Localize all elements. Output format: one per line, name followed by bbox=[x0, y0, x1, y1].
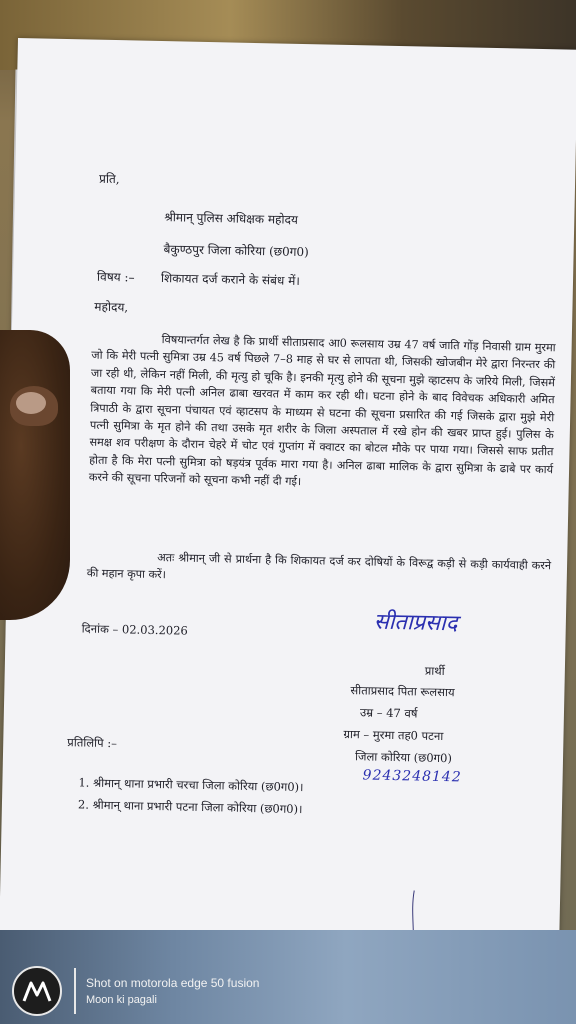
applicant-label: प्रार्थी bbox=[424, 663, 445, 679]
handwritten-signature: सीताप्रसाद bbox=[373, 609, 458, 637]
addressee-title: श्रीमान् पुलिस अधिक्षक महोदय bbox=[164, 210, 299, 227]
watermark-text bbox=[86, 976, 259, 1006]
letter-document bbox=[0, 38, 576, 980]
camera-watermark bbox=[12, 966, 259, 1016]
applicant-name: सीताप्रसाद पिता रूलसाय bbox=[350, 683, 455, 700]
subject-label: विषय :– bbox=[96, 269, 135, 285]
watermark-divider bbox=[74, 968, 76, 1014]
body-paragraph-2: अतः श्रीमान् जी से प्रार्थना है कि शिकायत दर्ज कर दोषियों के विरूद्व कड़ी से कड़ी कार्यवाही करने की महान कृपा करें। bbox=[86, 551, 552, 582]
subject-text: शिकायत दर्ज कराने के संबंध में। bbox=[160, 271, 301, 288]
applicant-phone: 9243248142 bbox=[362, 767, 462, 786]
copy-item: 2. श्रीमान् थाना प्रभारी पटना जिला कोरिया (छ0ग0)। bbox=[77, 797, 303, 817]
watermark-caption: Moon ki pagali bbox=[86, 994, 157, 1006]
salutation: महोदय, bbox=[94, 299, 129, 315]
watermark-device: Shot on motorola edge 50 fusion bbox=[86, 976, 260, 990]
motorola-logo-icon bbox=[12, 966, 62, 1016]
applicant-district: जिला कोरिया (छ0ग0) bbox=[354, 749, 453, 766]
thumb-nail bbox=[16, 392, 46, 414]
copy-label: प्रतिलिपि :– bbox=[67, 735, 118, 751]
hand-holding-paper bbox=[0, 330, 70, 620]
date-label: दिनांक – 02.03.2026 bbox=[81, 621, 188, 638]
addressee-place: बैकुण्ठपुर जिला कोरिया (छ0ग0) bbox=[163, 242, 309, 260]
to-prefix: प्रति, bbox=[98, 171, 120, 187]
body-paragraph-1: विषयान्तर्गत लेख है कि प्रार्थी सीताप्रसाद आ0 रूलसाय उम्र 47 वर्ष जाति गोंड़ निवासी ग्राम मुरमा जो कि मेरी पत्नी सुमित्रा उम्र 45 वर्ष पिछले 7–8 माह से घर से लापता थी, जिसकी खोजबीन मेरे द्वारा निरन्तर की जा रही थी, लेकिन नहीं मिली, की मृत्यु हो चूकि है। इनकी मृत्यु होने की सूचना मुझे व्हाटसप के जरिये मिली, जिसमें बताया गया कि मेरी पत्नी अनिल ढाबा खरवत में काम कर रही थी। घटना होने के बाद विवेचक अधिकारी अमित त्रिपाठी के द्वारा सूचना पंचायत एवं व्हाटसप के माध्यम से घटना की सूचना प्रसारित की गई जिसके द्वारा मुझे मेरी पत्नी सुमित्रा के मृत होने की तथा उसके मृत शरीर के जिला अस्पताल में रखे होन की खबर प्राप्त हुई। पुलिस के समक्ष शव परीक्षण के दौरान चेहरे में चोट एवं गुप्तांग में क्वाटर का बोटल मौके पर पाया गया। जिससे साफ प्रतीत होता है कि मेरा पत्नी सुमित्रा को षड़यंत्र पूर्वक मारा गया है। अनिल ढाबा मालिक के द्वारा सुमित्रा के ढाबे पर कार्य करने की सूचना परिजनों को सूचना कभी नहीं दी गई। bbox=[88, 333, 556, 489]
letter-paper bbox=[0, 38, 576, 980]
applicant-age: उम्र – 47 वर्ष bbox=[359, 705, 418, 721]
applicant-village: ग्राम – मुरमा तह0 पटना bbox=[343, 726, 444, 744]
copy-item: 1. श्रीमान् थाना प्रभारी चरचा जिला कोरिया (छ0ग0)। bbox=[78, 775, 304, 795]
